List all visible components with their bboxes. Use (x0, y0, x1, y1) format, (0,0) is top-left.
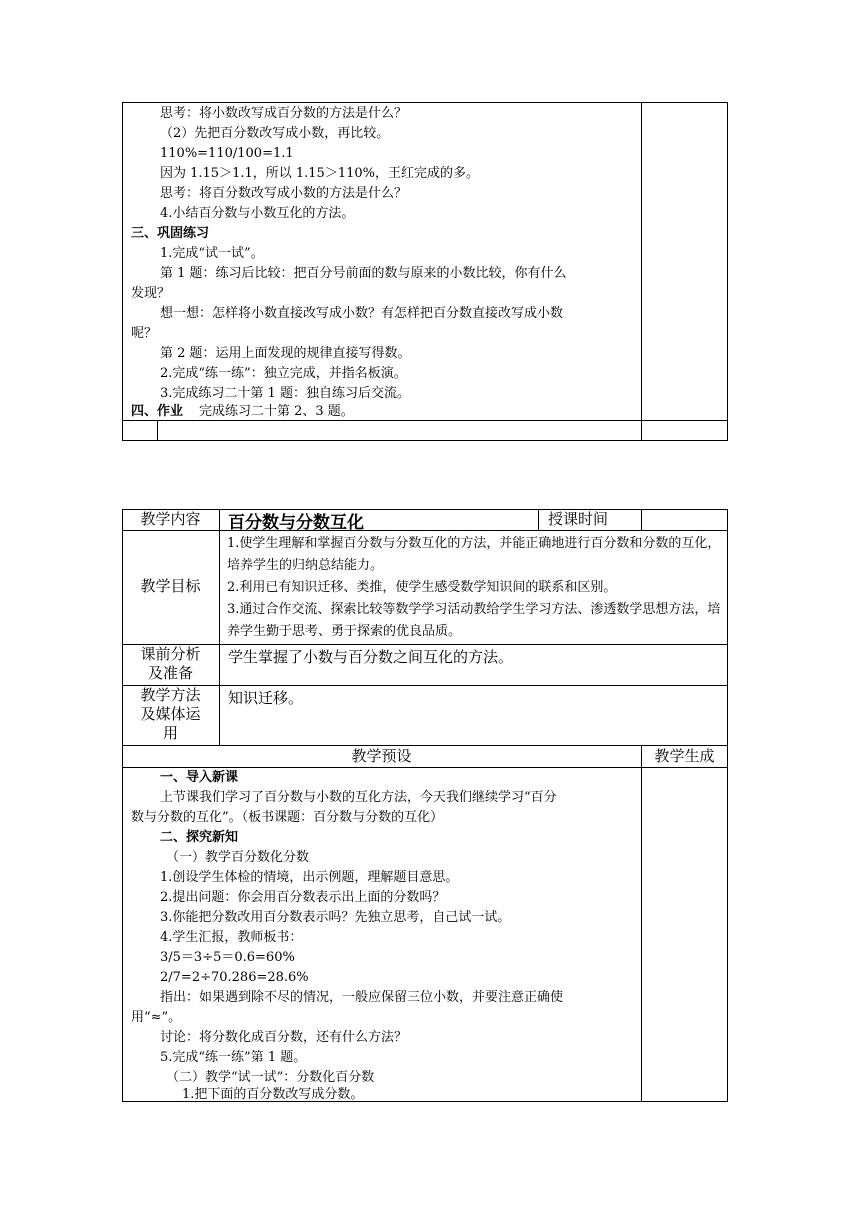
table1-line: 3.完成练习二十第 1 题：独自练习后交流。 (160, 386, 410, 401)
body-line: （二）教学“试一试”：分数化百分数 (166, 1070, 375, 1085)
label-method-line: 及媒体运 (140, 705, 201, 723)
table1-line: 想一想：怎样将小数直接改写成小数？有怎样把百分数直接改写成小数 (160, 306, 564, 321)
label-prep-line: 课前分析 (140, 645, 201, 663)
body-line: 讨论：将分数化成百分数，还有什么方法？ (160, 1030, 408, 1045)
section-heading: 一、导入新课 (160, 770, 239, 785)
body-line: 上节课我们学习了百分数与小数的互化方法，今天我们继续学习“百分 (160, 790, 557, 805)
goal-item: 3.通过合作交流、探索比较等数学学习活动教给学生学习方法、渗透数学思想方法，培养学生勤于思考、勇于探索的优良品质。 (227, 602, 721, 639)
table2-col-divider (641, 509, 642, 530)
label-teaching-content: 教学内容 (140, 510, 201, 528)
table1-line: 1.完成“试一试”。 (160, 246, 264, 261)
method-text: 知识迁移。 (228, 689, 304, 707)
table1-line: 4.小结百分数与小数互化的方法。 (160, 206, 355, 221)
table1-line: 因为 1.15＞1.1，所以 1.15＞110%，王红完成的多。 (160, 166, 479, 181)
label-method-line: 教学方法 (140, 686, 201, 704)
table1-line: 2.完成“练一练”：独立完成，并指名板演。 (160, 366, 407, 381)
body-line: 4.学生汇报，教师板书： (160, 930, 303, 945)
label-prep-line: 及准备 (147, 664, 193, 682)
header-teaching-preset: 教学预设 (351, 747, 412, 765)
table1-line: 110%=110/100=1.1 (160, 146, 294, 161)
body-line: 1.创设学生体检的情境，出示例题，理解题目意思。 (160, 870, 459, 885)
section-heading: 二、探究新知 (160, 830, 239, 845)
body-line: 3/5＝3÷5＝0.6=60% (160, 950, 295, 965)
body-line: 2/7=2÷70.286=28.6% (160, 970, 309, 985)
prep-text: 学生掌握了小数与百分数之间互化的方法。 (228, 648, 514, 666)
body-line: （一）教学百分数化分数 (166, 850, 310, 865)
table2-label-col-divider (219, 509, 220, 745)
label-method (122, 686, 219, 743)
table1-line: 第 2 题：运用上面发现的规律直接写得数。 (160, 346, 411, 361)
goal-item: 1.使学生理解和掌握百分数与分数互化的方法，并能正确地进行百分数和分数的互化，培养学生的归纳总结能力。 (227, 536, 721, 573)
table1-line: （2）先把百分数改写成小数，再比较。 (160, 126, 390, 141)
body-line: 用“≈”。 (131, 1010, 182, 1025)
table1-line: 呢？ (131, 326, 158, 341)
label-prep (122, 645, 219, 683)
body-line: 数与分数的互化”。（板书课题：百分数与分数的互化） (131, 810, 444, 825)
body-line: 2.提出问题：你会用百分数表示出上面的分数吗？ (160, 890, 446, 905)
body-line: 指出：如果遇到除不尽的情况，一般应保留三位小数，并要注意正确使 (160, 990, 564, 1005)
homework-text: 完成练习二十第 2、3 题。 (199, 404, 354, 419)
label-method-line: 用 (162, 724, 178, 742)
body-line: 3.你能把分数改用百分数表示吗？先独立思考，自己试一试。 (160, 910, 511, 925)
lesson-title: 百分数与分数互化 (228, 513, 364, 533)
table1-line: 思考：将小数改写成百分数的方法是什么？ (160, 106, 408, 121)
section-heading: 三、巩固练习 (131, 226, 210, 241)
header-teaching-generate: 教学生成 (654, 747, 715, 765)
label-teaching-goals: 教学目标 (140, 577, 201, 595)
label-class-time: 授课时间 (547, 510, 608, 528)
table1-small-col-divider (157, 420, 158, 441)
table1-line: 思考：将百分数改写成小数的方法是什么？ (160, 186, 408, 201)
homework-label: 四、作业 (131, 404, 184, 419)
table1-line: 发现？ (131, 286, 171, 301)
table1-line: 第 1 题：练习后比较：把百分号前面的数与原来的小数比较，你有什么 (160, 266, 567, 281)
table2-row-divider (122, 745, 728, 746)
body-line: 1.把下面的百分数改写成分数。 (182, 1087, 364, 1102)
goal-item: 2.利用已有知识迁移、类推，使学生感受数学知识间的联系和区别。 (227, 580, 617, 595)
table2-row-divider (122, 530, 728, 531)
body-line: 5.完成“练一练”第 1 题。 (160, 1050, 307, 1065)
table1-col-divider (641, 102, 642, 441)
table2-col-divider (641, 745, 642, 1102)
